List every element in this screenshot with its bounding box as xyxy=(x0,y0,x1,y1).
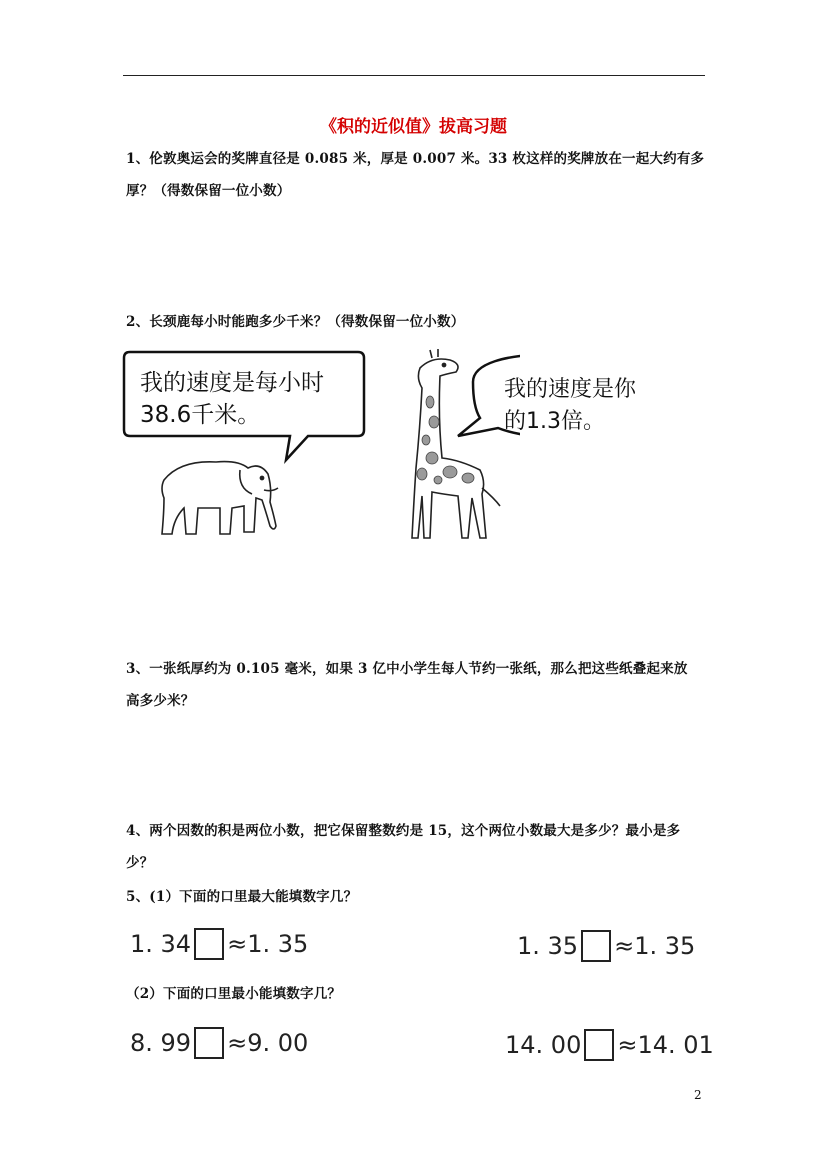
expression-1-left: 1. 34 xyxy=(130,930,192,958)
expression-1 xyxy=(130,928,308,960)
question-1-line-1: 1、伦敦奥运会的奖牌直径是 0.085 米，厚是 0.007 米。33 枚这样的奖牌放在一起大约有多 xyxy=(126,151,705,167)
page-number: 2 xyxy=(694,1088,702,1102)
expression-2-left: 1. 35 xyxy=(517,932,579,960)
expression-4-left: 14. 00 xyxy=(505,1031,582,1059)
expression-2-right: ≈1. 35 xyxy=(614,932,696,960)
question-5-part-1 xyxy=(126,881,706,913)
question-5-part-2 xyxy=(126,978,706,1010)
question-1 xyxy=(126,143,706,207)
question-5-part-1-text: 5、(1）下面的口里最大能填数字几？ xyxy=(126,889,358,905)
elephant-bubble-line-2: 38.6千米。 xyxy=(140,402,261,428)
answer-box-1[interactable] xyxy=(194,928,224,960)
question-1-line-2: 厚？（得数保留一位小数） xyxy=(126,183,291,199)
animal-illustration xyxy=(120,348,520,543)
answer-box-4[interactable] xyxy=(584,1029,614,1061)
expression-2 xyxy=(517,930,695,962)
answer-box-3[interactable] xyxy=(194,1027,224,1059)
elephant-speech-bubble xyxy=(124,352,364,460)
expression-3 xyxy=(130,1027,308,1059)
header-rule xyxy=(123,75,705,76)
question-3-line-2: 高多少米？ xyxy=(126,693,195,709)
expression-1-right: ≈1. 35 xyxy=(227,930,309,958)
question-4 xyxy=(126,815,706,879)
page-title: 《积的近似值》拔高习题 xyxy=(320,117,507,137)
answer-box-2[interactable] xyxy=(581,930,611,962)
question-2 xyxy=(126,306,706,338)
question-5-part-2-text: （2）下面的口里最小能填数字几？ xyxy=(126,986,342,1002)
elephant-drawing xyxy=(162,462,278,534)
question-4-line-2: 少？ xyxy=(126,855,154,871)
expression-3-right: ≈9. 00 xyxy=(227,1029,309,1057)
question-3-line-1: 3、一张纸厚约为 0.105 毫米，如果 3 亿中小学生每人节约一张纸，那么把这些纸叠起来放 xyxy=(126,661,688,677)
giraffe-bubble-line-2: 的1.3倍。 xyxy=(504,409,605,434)
question-2-line: 2、长颈鹿每小时能跑多少千米？（得数保留一位小数） xyxy=(126,314,465,330)
expression-4 xyxy=(505,1029,714,1061)
elephant-bubble-line-1: 我的速度是每小时 xyxy=(140,370,324,396)
question-3 xyxy=(126,653,706,717)
giraffe-bubble-text xyxy=(500,370,700,440)
expression-4-right: ≈14. 01 xyxy=(617,1031,714,1059)
question-4-line-1: 4、两个因数的积是两位小数，把它保留整数约是 15，这个两位小数最大是多少？最小是多 xyxy=(126,823,681,839)
expression-3-left: 8. 99 xyxy=(130,1029,192,1057)
giraffe-bubble-line-1: 我的速度是你 xyxy=(504,377,637,402)
